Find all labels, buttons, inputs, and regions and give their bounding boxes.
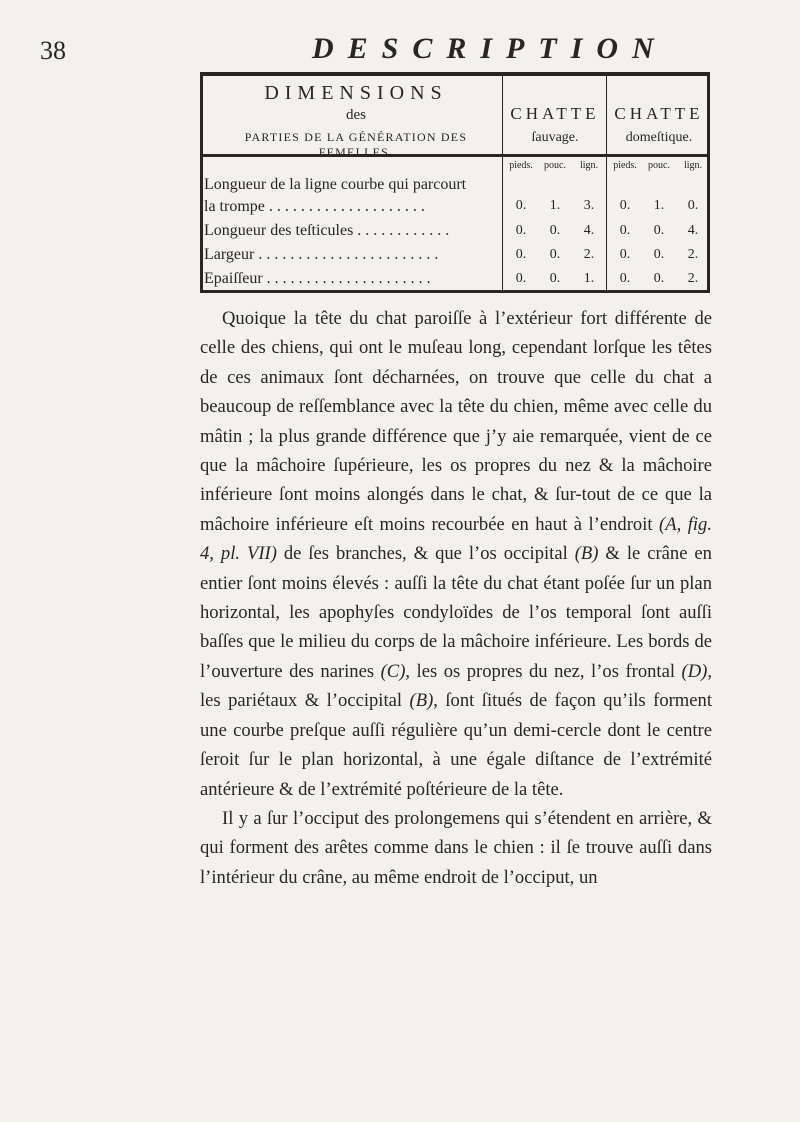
column-subtitle: domeſtique. xyxy=(625,130,693,145)
table-row-values xyxy=(608,198,710,214)
table-row-values xyxy=(608,247,710,263)
cell-value: 3. xyxy=(583,198,595,213)
unit-label: pouc. xyxy=(648,160,670,171)
column-title: CHATTE xyxy=(510,104,600,123)
cell-value: 0. xyxy=(653,223,665,238)
figure-reference: (B) xyxy=(574,543,599,565)
table-row-values xyxy=(504,223,606,239)
row-label-line: Epaiſſeur . . . . . . . . . . . . . . . . . . . . . xyxy=(204,270,431,287)
text-run: Quoique la tête du chat paroiſſe à l’extérieur fort différente de celle des chiens, qui ont le muſeau long, cependant lorſque les têtes de ces animaux ſont décharnées, on trouve que celle du chat a beaucoup de reſſemblance avec la tête du chien, même avec celle du mâtin ; la plus grande différence que j’y aie remarquée, vient de ce que la mâchoire ſupérieure, les os propres du nez & la mâchoire inférieure ſont moins alongés dans le chat, & ſur-tout de ce que la mâchoire inférieure eſt moins recourbée en haut à l’endroit xyxy=(200,308,712,535)
cell-value: 0. xyxy=(687,198,699,213)
cell-value: 0. xyxy=(619,271,631,286)
unit-label: lign. xyxy=(579,160,599,171)
table-row-values xyxy=(504,271,606,287)
cell-value: 1. xyxy=(653,198,665,213)
text-run: , les os propres du nez, l’os frontal xyxy=(405,660,682,682)
unit-label: pieds. xyxy=(509,160,533,171)
table-row-values xyxy=(608,271,710,287)
cell-value: 0. xyxy=(515,223,527,238)
table-left-border xyxy=(200,76,203,292)
figure-reference: (C) xyxy=(380,660,406,682)
cell-value: 0. xyxy=(515,198,527,213)
table-header xyxy=(216,82,496,160)
cell-value: 4. xyxy=(687,223,699,238)
cell-value: 0. xyxy=(619,198,631,213)
body-text xyxy=(200,304,712,892)
column-title: CHATTE xyxy=(614,104,704,123)
row-label-line: la trompe . . . . . . . . . . . . . . . . . . . . xyxy=(204,198,425,215)
table-row-values xyxy=(504,198,606,214)
dimensions-table xyxy=(200,76,710,296)
cell-value: 2. xyxy=(583,247,595,262)
table-subtitle: des xyxy=(346,107,366,123)
text-run: , ſont ſitués de façon qu’ils forment une courbe preſque auſſi régulière qu’un demi-cercle dont le centre ſeroit ſur le plan horizontal, à une égale diſtance de l’extrémité antérieure & de l’extrémité poſtérieure de la tête. xyxy=(200,690,712,800)
table-row-label xyxy=(204,268,431,290)
cell-value: 1. xyxy=(549,198,561,213)
column-header-domestique xyxy=(607,104,711,146)
table-row-values xyxy=(608,223,710,239)
row-label-line: Largeur . . . . . . . . . . . . . . . . . . . . . . . xyxy=(204,246,439,263)
cell-value: 0. xyxy=(619,223,631,238)
paragraph xyxy=(200,304,712,804)
text-run: de ſes branches, & que l’os occipital xyxy=(276,543,575,565)
paragraph: Il y a ſur l’occiput des prolongemens qui s’étendent en arrière, & qui forment des arêtes comme dans le chien : il ſe trouve auſſi dans l’intérieur du crâne, au même endroit de l’occiput, un xyxy=(200,807,712,888)
cell-value: 1. xyxy=(583,271,595,286)
cell-value: 0. xyxy=(653,247,665,262)
row-label-line: Longueur de la ligne courbe qui parcourt xyxy=(204,176,467,193)
cell-value: 0. xyxy=(549,271,561,286)
cell-value: 2. xyxy=(687,247,699,262)
column-header-sauvage xyxy=(503,104,607,146)
cell-value: 0. xyxy=(515,271,527,286)
running-title: DESCRIPTION xyxy=(312,32,668,65)
table-row-label xyxy=(204,174,466,218)
table-caption: PARTIES DE LA GÉNÉRATION DES FEMELLES. xyxy=(244,130,468,159)
cell-value: 0. xyxy=(549,223,561,238)
table-bottom-rule xyxy=(200,290,710,293)
cell-value: 0. xyxy=(653,271,665,286)
table-row-label xyxy=(204,244,438,266)
unit-row xyxy=(504,160,606,171)
figure-reference: (B) xyxy=(409,690,434,712)
figure-reference: (A, fig. 4, pl. VII) xyxy=(200,513,712,565)
unit-label: lign. xyxy=(683,160,703,171)
figure-reference: (D) xyxy=(681,660,708,682)
table-title: DIMENSIONS xyxy=(264,82,448,104)
column-subtitle: ſauvage. xyxy=(531,130,579,145)
cell-value: 2. xyxy=(687,271,699,286)
cell-value: 4. xyxy=(583,223,595,238)
page-number: 38 xyxy=(40,36,66,65)
text-run: & le crâne en entier ſont moins élevés : auſſi la tête du chat étant poſée ſur un plan horizontal, les apophyſes condyloïdes de l’os temporal ſont auſſi baſſes que le milieu du corps de la mâchoire inférieure. Les bords de l’ouverture des narines xyxy=(200,543,712,682)
text-run: , les pariétaux & l’occipital xyxy=(200,660,712,712)
row-label-line: Longueur des teſticules . . . . . . . . . . . . xyxy=(204,222,450,239)
cell-value: 0. xyxy=(515,247,527,262)
table-row-values xyxy=(504,247,606,263)
unit-label: pouc. xyxy=(544,160,566,171)
table-row-label xyxy=(204,220,449,242)
cell-value: 0. xyxy=(549,247,561,262)
unit-row xyxy=(608,160,710,171)
cell-value: 0. xyxy=(619,247,631,262)
unit-label: pieds. xyxy=(613,160,637,171)
